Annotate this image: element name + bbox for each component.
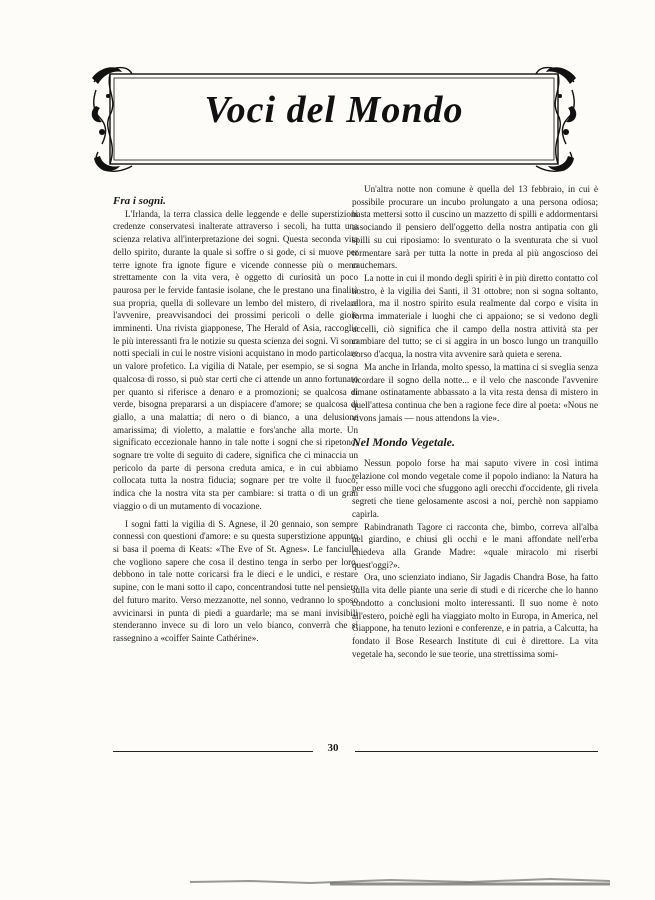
heading-nel-mondo-vegetale: Nel Mondo Vegetale. [352, 435, 455, 450]
right-column [352, 183, 598, 660]
left-column [113, 195, 358, 645]
footer-rule-right [355, 751, 598, 752]
paragraph: La notte in cui il mondo degli spiriti è in più diretto contatto col nostro, è la vigilia dei Santi, il 31 ottobre; non si sogna soltanto, allora, ma il nostro spirito esula realmente dal corpo e visita in forma immateriale i luoghi che ci appaiono; se si vedono degli uccelli, ciò significa che il campo della nostra attività sta per cambiare del tutto; se ci si aggira in un bosco lungo un tranquillo corso d'acqua, la nostra vita avvenire sarà quieta e serena. [352, 272, 598, 360]
section-title: Voci del Mondo [204, 89, 464, 131]
paragraph: L'Irlanda, la terra classica delle leggende e delle superstizioni credenze conservatesi inalterate attraverso i secoli, ha tutta una scienza relativa all'interpretazione dei sogni. Questa seconda vita dello spirito, durante la quale si soffre o si gode, ci si muove per terre ignote fra ignote figure e vicende connesse più o meno strettamente con la vita vera, è oggetto di curiosità un poco paurosa per le fervide fantasie isolane, che le prestano una finalità sua propria, quella di sollevare un lembo del mistero, di rivelare l'avvenire, preavvisandoci dei prossimi pericoli o delle gioie imminenti. Una rivista giapponese, The Herald of Asia, raccoglie le più interessanti fra le notizie su questa scienza dei sogni. Vi sono notti speciali in cui le nostre visioni acquistano in modo particolare un valore profetico. La vigilia di Natale, per esempio, se si sogna qualcosa di rosso, si può star certi che ci attende un anno fortunato per quanto si riferisce a denaro e a promozioni; se qualcosa di verde, bisogna prepararsi a un dispiacere d'amore; se qualcosa di giallo, a una malattia; di nero o di bianco, a una delusione amarissima; di violetto, a malattie e fors'anche alla morte. Un significato eccezionale hanno in tale notte i sogni che si ripetono; sognare tre volte di seguito di cadere, significa che ci minaccia un pericolo da parte di persona creduta amica, e in cui abbiamo collocata tutta la nostra fiducia; sognare per tre volte il fuoco, indica che la nostra vita sta per cambiare: si tratta o di un gran viaggio o di un mutamento di vocazione. [113, 208, 359, 511]
paragraph: Rabindranath Tagore ci racconta che, bimbo, correva all'alba nel giardino, e chiusi gli occhi e le mani affondate nell'erba chiedeva alla Grande Madre: «quale miracolo mi riserbi quest'oggi?». [352, 521, 598, 570]
scan-edge-artifact-icon [190, 874, 610, 886]
page-number: 30 [327, 742, 339, 754]
paragraph: Un'altra notte non comune è quella del 13 febbraio, in cui è possibile procurare un incubo prolungato a una persona odiosa; basta mettersi sotto il cuscino un mazzetto di spilli e addormentarsi associando il pensiero dell'oggetto della nostra antipatia con gli spilli su cui riposiamo: lo sventurato o la sventurata che si vuol tormentare sarà per tutta la notte in preda al più angoscioso dei cauchemars. [352, 184, 598, 271]
paragraph: Ma anche in Irlanda, molto spesso, la mattina ci si sveglia senza ricordare il sogno della notte... e il velo che nasconde l'avvenire rimane ostinatamente abbassato a la vita resta densa di mistero in quell'attesa continua che ben a ragione fece dire al poeta: «Nous ne vivons jamais — nous attendons la vie». [352, 361, 598, 423]
paragraph: I sogni fatti la vigilia di S. Agnese, il 20 gennaio, son sempre connessi con questioni d'amore: e su questa superstizione appunto si basa il poema di Keats: «The Eve of St. Agnes». Le fanciulle che vogliono sapere che cosa il destino tenga in serbo per loro, debbono in tale notte coricarsi fra le dieci e le undici, e restare supine, con le mani sotto il capo, concentrandosi tutte nel pensiero del futuro marito. Verso mezzanotte, nel sonno, vedranno lo sposo avvicinarsi in punta di piedi a guardarle; ma se mani invisibili stenderanno invece su di loro un velo bianco, converrà che si rassegnino a «coiffer Sainte Cathérine». [113, 518, 358, 643]
paragraph: Ora, uno scienziato indiano, Sir Jagadis Chandra Bose, ha fatto sulla vita delle piante una serie di studi e di ricerche che lo hanno condotto a conclusioni molto interessanti. Il suo nome è noto all'estero, poichè egli ha viaggiato molto in Europa, in America, nel Giappone, ha tenuto lezioni e conferenze, e in patria, a Calcutta, ha fondato il Bose Research Institute di cui è direttore. La vita vegetale ha, secondo le sue teorie, una strettissima somi- [352, 572, 598, 659]
heading-fra-i-sogni: Fra i sogni. [113, 195, 166, 207]
title-banner [88, 60, 580, 175]
paragraph: Nessun popolo forse ha mai saputo vivere in così intima relazione col mondo vegetale come il popolo indiano: la Natura ha per esso mille voci che sfuggono agli orecchi d'occidente, gli rivela segreti che tiene gelosamente ascosi a noi, perchè non sappiamo capirla. [352, 458, 598, 519]
footer-rule-left [113, 751, 313, 752]
